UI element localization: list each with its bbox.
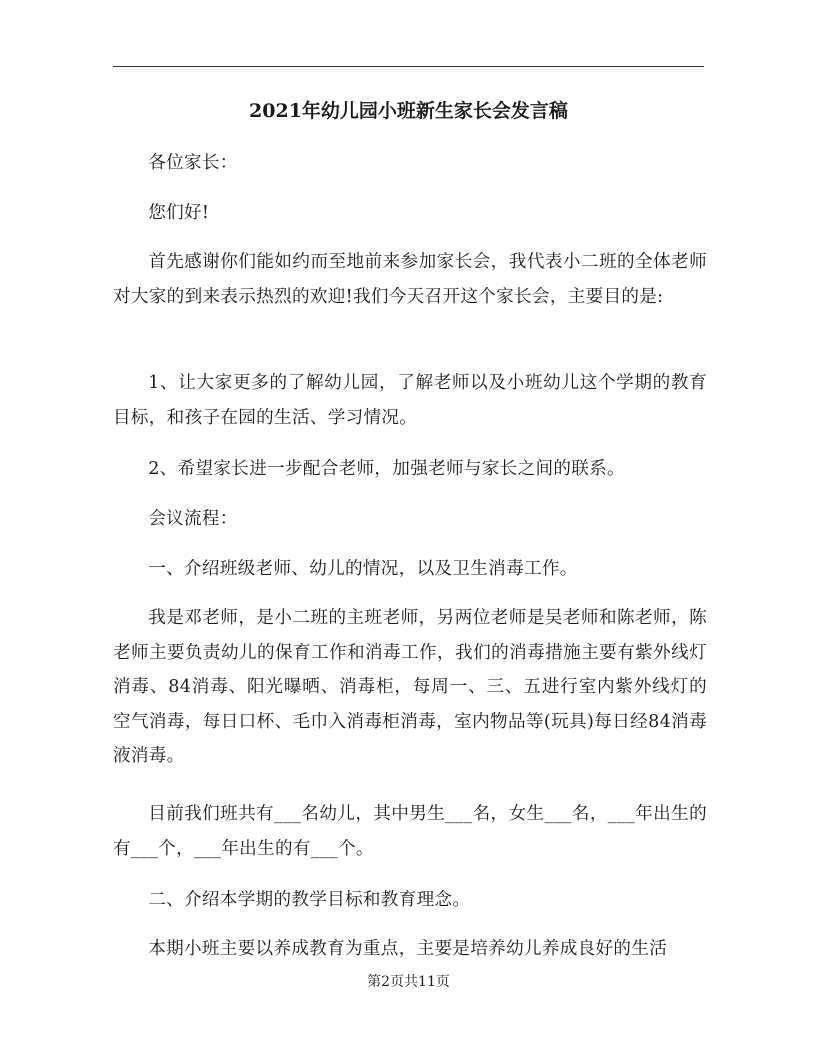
class-stats-paragraph: 目前我们班共有___名幼儿，其中男生___名，女生___名，___年出生的有___个，___年出生的有___个。 (113, 804, 707, 859)
header-rule (113, 66, 704, 67)
salutation-paragraph: 您们好! (148, 203, 210, 223)
goals-paragraph: 本期小班主要以养成教育为重点，主要是培养幼儿养成良好的生活 (148, 939, 668, 959)
teacher-intro-paragraph: 我是邓老师，是小二班的主班老师，另两位老师是吴老师和陈老师，陈老师主要负责幼儿的保育工作和消毒工作，我们的消毒措施主要有紫外线灯消毒、84消毒、阳光曝晒、消毒柜，每周一、三、五进行室内紫外线灯的空气消毒，每日口杯、毛巾入消毒柜消毒，室内物品等(玩具)每日经84消毒液消毒。 (113, 608, 707, 766)
document-title: 2021年幼儿园小班新生家长会发言稿 (249, 100, 568, 122)
agenda-heading: 会议流程： (148, 509, 238, 529)
intro-paragraph: 首先感谢你们能如约而至地前来参加家长会，我代表小二班的全体老师对大家的到来表示热烈的欢迎!我们今天召开这个家长会，主要目的是: (113, 252, 707, 307)
purpose-item-1: 1、让大家更多的了解幼儿园，了解老师以及小班幼儿这个学期的教育目标，和孩子在园的生活、学习情况。 (113, 373, 707, 428)
purpose-item-2: 2、希望家长进一步配合老师，加强老师与家长之间的联系。 (148, 459, 625, 479)
section-1-heading: 一、介绍班级老师、幼儿的情况，以及卫生消毒工作。 (148, 559, 578, 579)
section-2-heading: 二、介绍本学期的教学目标和教育理念。 (148, 890, 471, 910)
page-number: 第2页共11页 (367, 974, 450, 990)
greeting-paragraph: 各位家长： (148, 153, 238, 173)
